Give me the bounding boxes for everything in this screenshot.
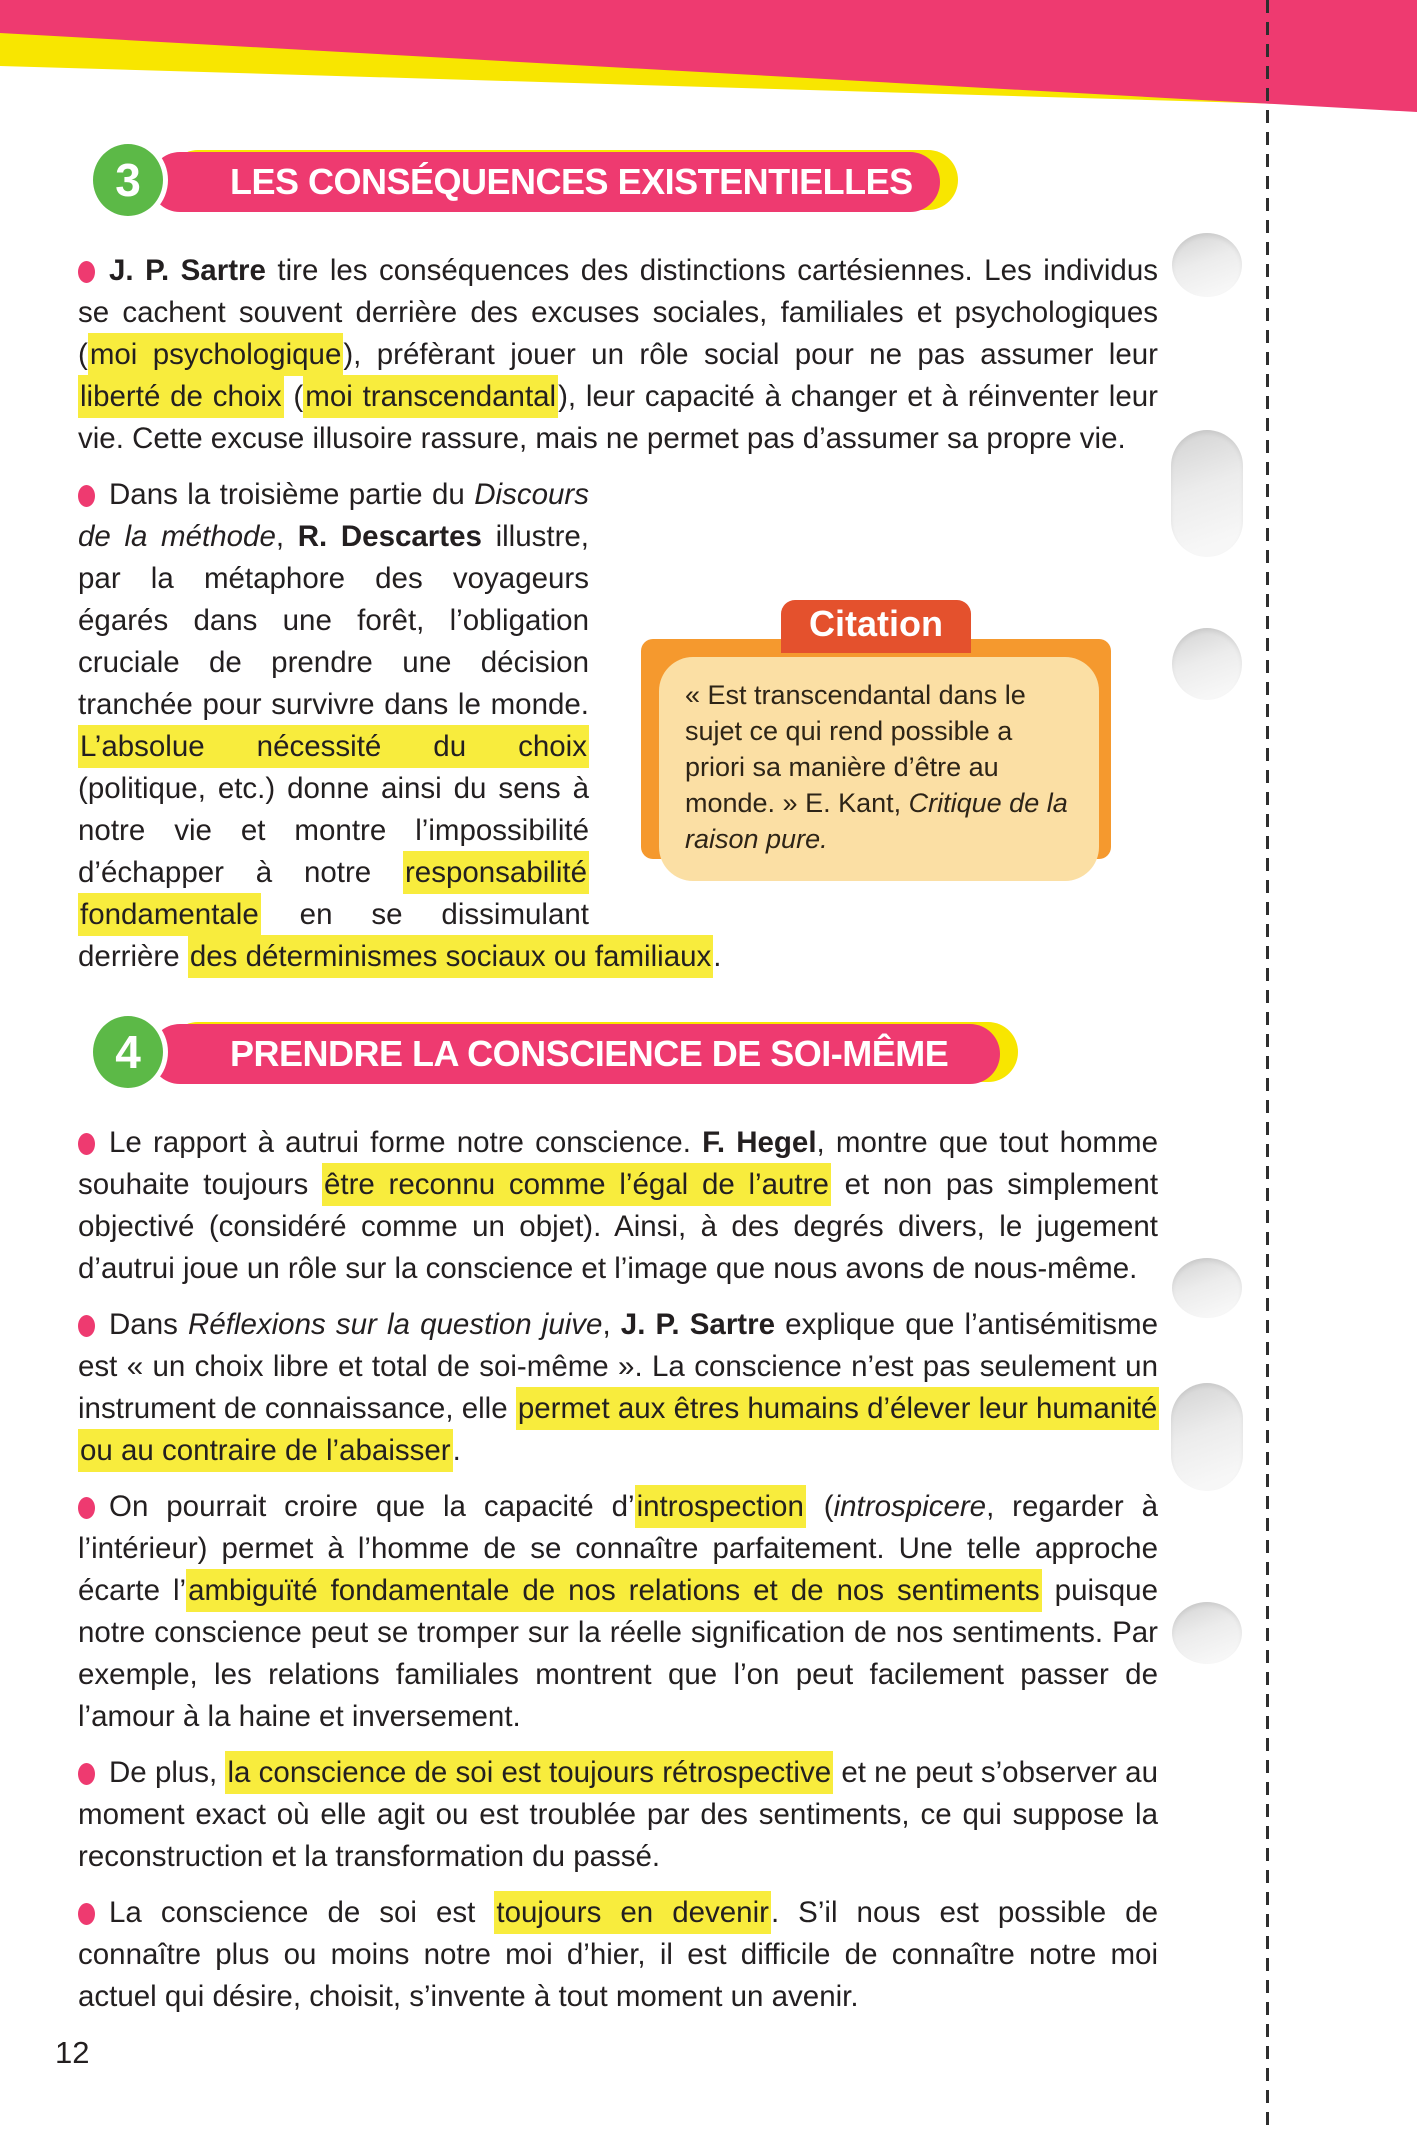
binding-mark — [1172, 1258, 1242, 1318]
bullet-icon — [78, 1315, 95, 1337]
binding-mark — [1172, 628, 1242, 700]
paragraph-text: La conscience de soi est toujours en devenir. S’il nous est possible de connaître plus ou moins notre moi d’hier, il est difficile de connaître notre moi actuel qui désire, choisit, s’invente à tout moment un avenir. — [78, 1891, 1158, 2013]
section-4-number-badge — [88, 1011, 168, 1093]
section-3-banner — [150, 152, 940, 212]
bullet-icon — [78, 485, 95, 507]
dashed-cut-line — [1266, 0, 1269, 2133]
bullet-icon — [78, 1133, 95, 1155]
paragraph-text: J. P. Sartre tire les conséquences des distinctions cartésiennes. Les individus se cachent souvent derrière des excuses sociales, familiales et psychologiques (moi psychologique), préfèrant jouer un rôle social pour ne pas assumer leur liberté de choix (moi transcendantal), leur capacité à changer et à réinventer leur vie. Cette excuse illusoire rassure, mais ne permet pas d’assumer sa propre vie. — [78, 254, 1158, 455]
paragraph-devenir — [78, 1892, 1158, 2018]
paragraph-text: Dans la troisième partie du Discours de la méthode, R. Descartes illustre, par la métaphore des voyageurs égarés dans une forêt, l’obligation cruciale de prendre une décision tranchée pour survivre dans le monde. L’absolue nécessité du choix (politique, etc.) donne ainsi du sens à notre vie et montre l’impossibilité d’échapper à notre responsabilité fondamentale en se dissimulant derrière des déterminismes sociaux ou familiaux. — [78, 478, 721, 978]
citation-inner-panel — [659, 657, 1099, 881]
bullet-icon — [78, 1497, 95, 1519]
section-3-title: LES CONSÉQUENCES EXISTENTIELLES — [230, 161, 913, 202]
bullet-icon — [78, 1903, 95, 1925]
section-4-number: 4 — [115, 1026, 141, 1078]
paragraph-text: Dans Réflexions sur la question juive, J. P. Sartre explique que l’antisémitisme est « un choix libre et total de soi-même ». La conscience n’est pas seulement un instrument de connaissance, elle permet aux êtres humains d’élever leur humanité ou au contraire de l’abaisser. — [78, 1308, 1159, 1472]
paragraph-introspection — [78, 1486, 1158, 1738]
citation-box — [613, 600, 1158, 881]
paragraph-text: Le rapport à autrui forme notre conscience. F. Hegel, montre que tout homme souhaite toujours être reconnu comme l’égal de l’autre et non pas simplement objectivé (considéré comme un objet). Ainsi, à des degrés divers, le jugement d’autrui joue un rôle sur la conscience et l’image que nous avons de nous-même. — [78, 1126, 1159, 1285]
page-number: 12 — [55, 2035, 90, 2070]
citation-tab-label: Citation — [781, 600, 971, 653]
section-3-header — [78, 142, 1158, 218]
section-3-number: 3 — [115, 154, 141, 206]
paragraph-descartes — [78, 474, 1158, 978]
citation-text: « Est transcendantal dans le sujet ce qui rend possible a priori sa manière d’être au monde. » E. Kant, Critique de la raison pure. — [685, 680, 1068, 854]
main-content — [78, 0, 1158, 2032]
binding-mark — [1172, 1602, 1242, 1664]
section-4-title: PRENDRE LA CONSCIENCE DE SOI-MÊME — [230, 1033, 949, 1074]
paragraph-hegel — [78, 1122, 1158, 1290]
section-4-header — [78, 1014, 1158, 1090]
paragraph-retrospective — [78, 1752, 1158, 1878]
paragraph-question-juive — [78, 1304, 1158, 1472]
paragraph-text: De plus, la conscience de soi est toujours rétrospective et ne peut s’observer au moment exact où elle agit ou est troublée par des sentiments, ce qui suppose la reconstruction et la transformation du passé. — [78, 1751, 1158, 1873]
binding-mark — [1171, 430, 1243, 557]
section-3-number-badge — [88, 139, 168, 221]
paragraph-text: On pourrait croire que la capacité d’introspection (introspicere, regarder à l’intérieur) permet à l’homme de se connaître parfaitement. Une telle approche écarte l’ambiguïté fondamentale de nos relations et de nos sentiments puisque notre conscience peut se tromper sur la réelle signification de nos sentiments. Par exemple, les relations familiales montrent que l’on peut facilement passer de l’amour à la haine et inversement. — [78, 1485, 1158, 1733]
binding-mark — [1172, 233, 1242, 297]
paragraph-sartre — [78, 250, 1158, 460]
bullet-icon — [78, 261, 95, 283]
bullet-icon — [78, 1763, 95, 1785]
section-4-banner — [150, 1024, 1000, 1084]
binding-mark — [1171, 1383, 1243, 1491]
